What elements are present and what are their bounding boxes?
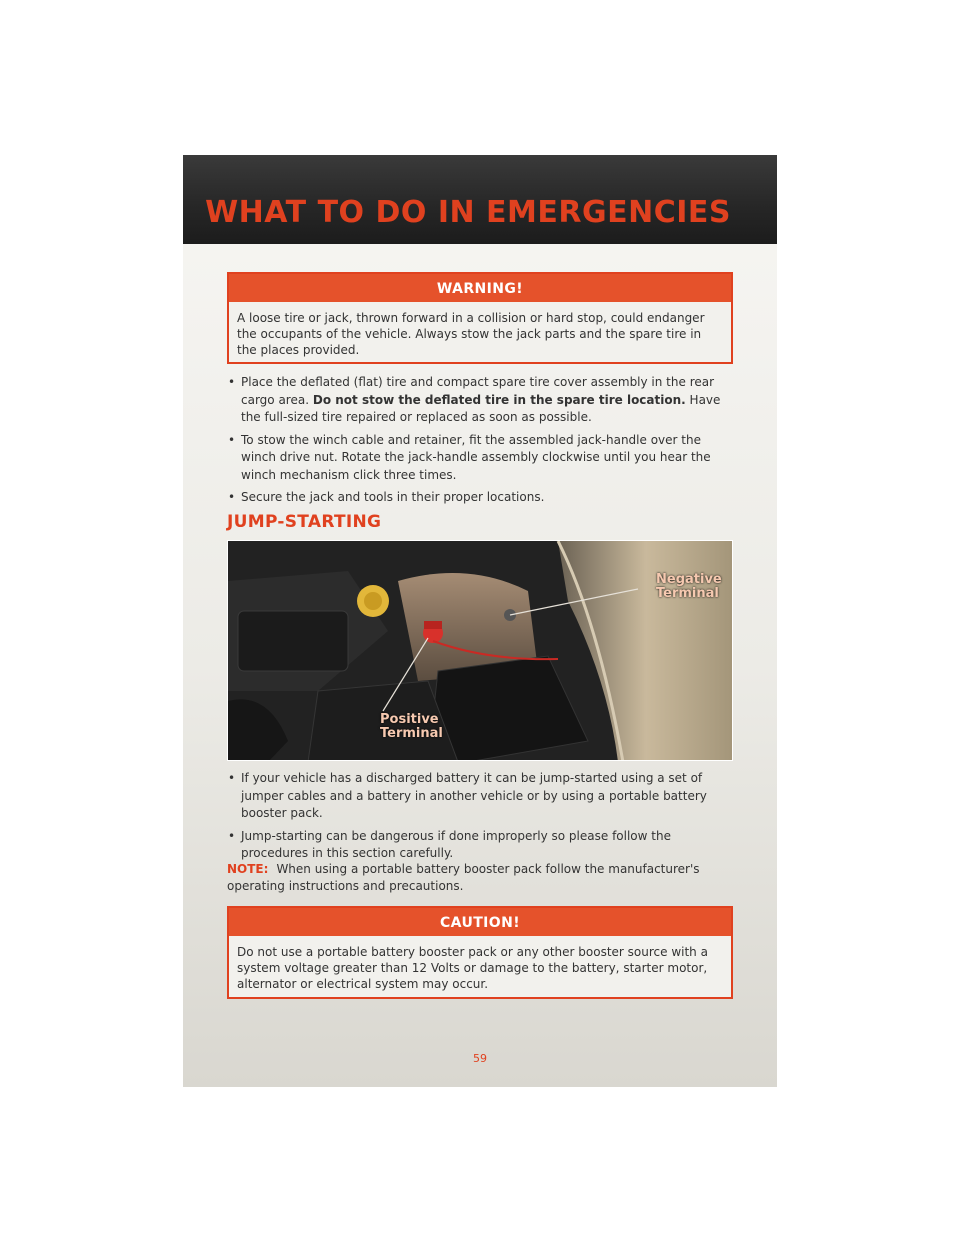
positive-terminal-label: Positive Terminal — [380, 712, 443, 741]
list-item: • Secure the jack and tools in their proper locations. — [227, 489, 737, 507]
caution-box — [227, 906, 733, 999]
list-item: • To stow the winch cable and retainer, fit the assembled jack-handle over the winch drive nut. Rotate the jack-handle assembly clockwise until you hear the winch mechanism click three times. — [227, 432, 737, 485]
manual-page — [183, 155, 777, 1087]
list-item: • Place the deflated (flat) tire and compact spare tire cover assembly in the rear cargo area. Do not stow the deflated tire in the spare tire location. Have the full-sized tire repaired or replaced as soon as possible. — [227, 374, 737, 427]
caution-text: Do not use a portable battery booster pack or any other booster source with a system voltage greater than 12 Volts or damage to the battery, starter motor, alternator or electrical system may occur. — [237, 945, 708, 991]
list-item: • If your vehicle has a discharged battery it can be jump-started using a set of jumper cables and a battery in another vehicle or by using a portable battery booster pack. — [227, 770, 737, 823]
stow-bullet-list — [227, 374, 737, 512]
jump-bullet-list — [227, 770, 737, 868]
page-header — [183, 155, 777, 244]
engine-bay-photo — [227, 540, 733, 761]
note-text: When using a portable battery booster pack follow the manufacturer's operating instructions and precautions. — [227, 862, 700, 893]
warning-text: A loose tire or jack, thrown forward in a collision or hard stop, could endanger the occupants of the vehicle. Always stow the jack parts and the spare tire in the places provided. — [237, 311, 705, 357]
warning-box — [227, 272, 733, 364]
note-paragraph — [227, 861, 737, 895]
page-number: 59 — [473, 1052, 487, 1065]
list-item: • Jump-starting can be dangerous if done improperly so please follow the procedures in this section carefully. — [227, 828, 737, 863]
warning-heading: WARNING! — [229, 274, 731, 302]
caution-heading: CAUTION! — [229, 908, 731, 936]
negative-terminal-label: Negative Terminal — [656, 572, 722, 601]
section-title: JUMP-STARTING — [227, 512, 382, 532]
note-label: NOTE: — [227, 862, 269, 876]
page-title: WHAT TO DO IN EMERGENCIES — [205, 195, 731, 230]
